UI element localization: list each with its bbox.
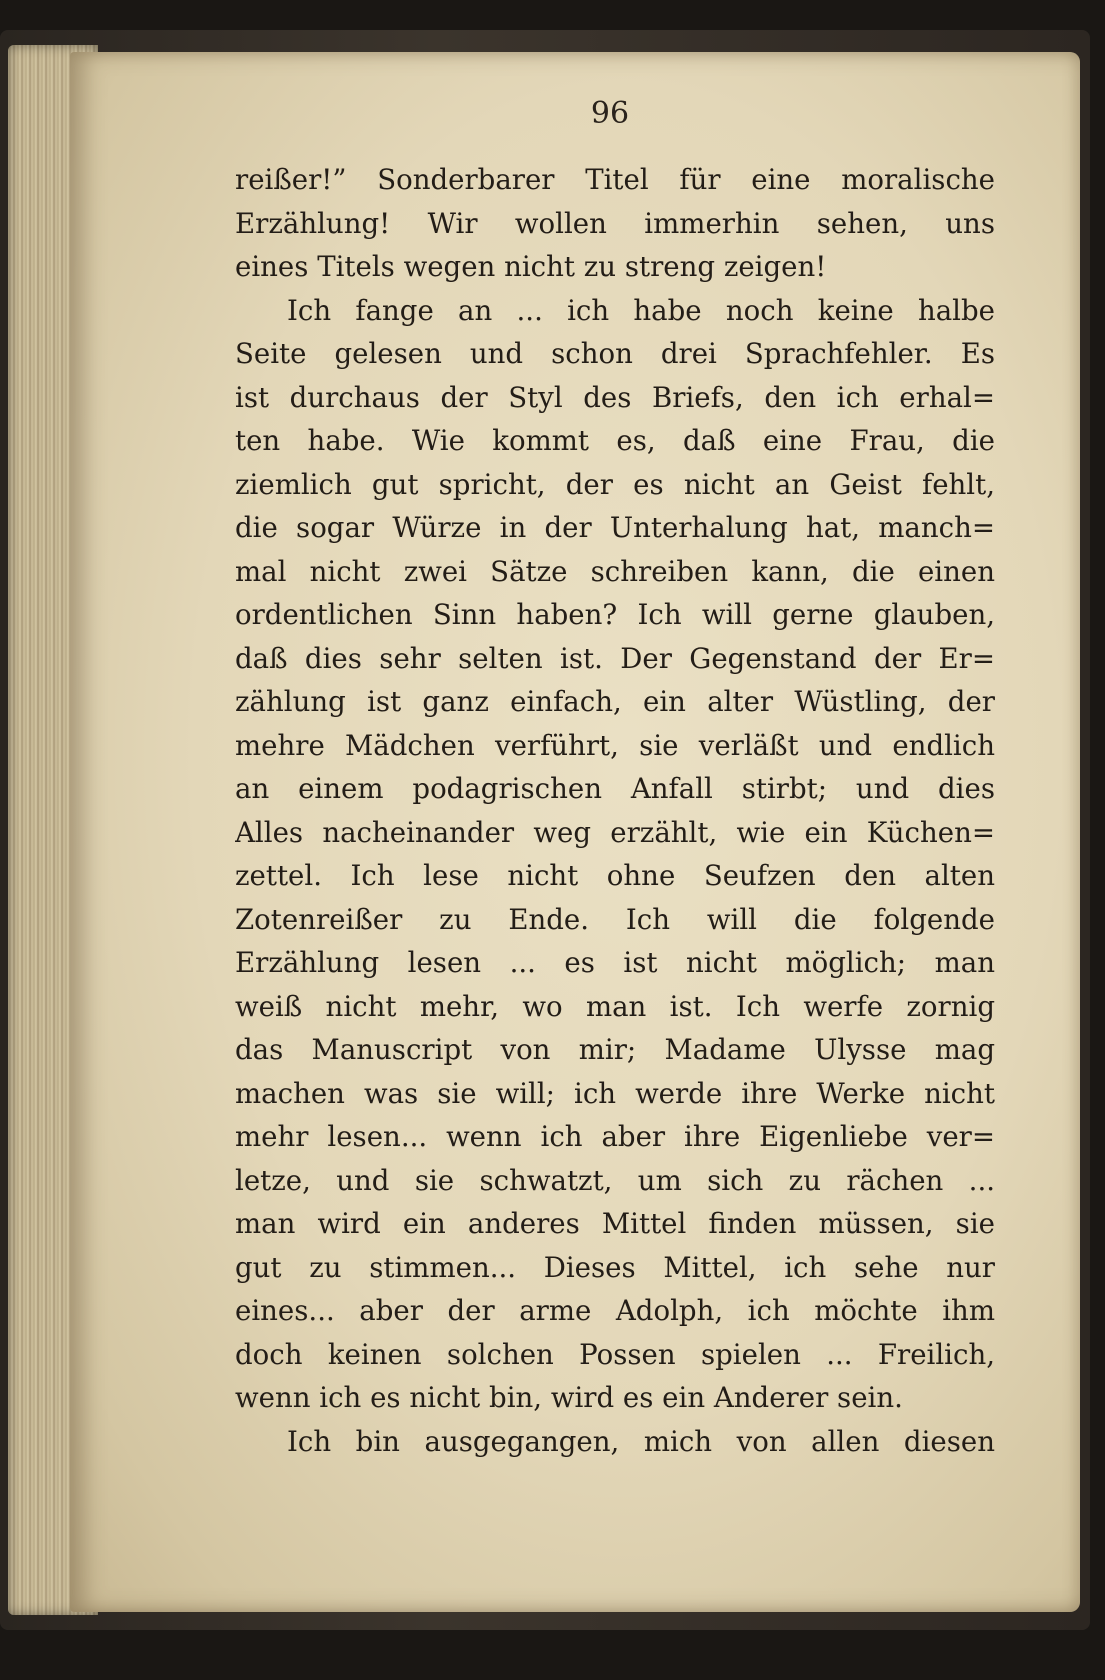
text-line: eines Titels wegen nicht zu streng zeigen! — [235, 250, 827, 283]
text-line: reißer!” Sonderbarer Titel für eine moralische — [235, 163, 995, 196]
text-line: ist durchaus der Styl des Briefs, den ich erhal= — [235, 380, 995, 414]
text-line: Seite gelesen und schon drei Sprachfehler. Es — [235, 337, 995, 370]
text-line: zettel. Ich lese nicht ohne Seufzen den alten — [235, 859, 995, 892]
text-line: das Manuscript von mir; Madame Ulysse mag — [235, 1033, 995, 1066]
text-line: weiß nicht mehr, wo man ist. Ich werfe zornig — [235, 989, 995, 1023]
text-line: Ich fange an ... ich habe noch keine halbe — [287, 293, 995, 327]
text-line: Ich bin ausgegangen, mich von allen diesen — [287, 1424, 995, 1458]
text-line: wenn ich es nicht bin, wird es ein Anderer sein. — [235, 1381, 903, 1414]
text-line: mehr lesen... wenn ich aber ihre Eigenliebe ver= — [235, 1120, 995, 1153]
text-line: letze, und sie schwatzt, um sich zu rächen ... — [235, 1163, 995, 1197]
text-line: ten habe. Wie kommt es, daß eine Frau, die — [235, 424, 995, 457]
text-line: eines... aber der arme Adolph, ich möchte ihm — [235, 1294, 995, 1327]
text-line: Zotenreißer zu Ende. Ich will die folgende — [235, 902, 995, 936]
text-line: man wird ein anderes Mittel finden müssen, sie — [235, 1207, 995, 1240]
text-line: mal nicht zwei Sätze schreiben kann, die einen — [235, 554, 995, 588]
text-line: an einem podagrischen Anfall stirbt; und dies — [235, 772, 995, 805]
text-line: ordentlichen Sinn haben? Ich will gerne glauben, — [235, 598, 995, 631]
text-line: Erzählung! Wir wollen immerhin sehen, uns — [235, 206, 995, 240]
text-line: ziemlich gut spricht, der es nicht an Geist fehlt, — [235, 467, 995, 501]
text-line: die sogar Würze in der Unterhalung hat, manch= — [235, 511, 995, 544]
text-line: doch keinen solchen Possen spielen ... Freilich, — [235, 1337, 995, 1371]
page-number: 96 — [590, 96, 630, 131]
text-line: Erzählung lesen ... es ist nicht möglich; man — [235, 946, 995, 979]
text-line: machen was sie will; ich werde ihre Werke nicht — [235, 1076, 995, 1110]
text-line: mehre Mädchen verführt, sie verläßt und endlich — [235, 728, 995, 762]
text-line: gut zu stimmen... Dieses Mittel, ich sehe nur — [235, 1250, 995, 1284]
text-line: Alles nacheinander weg erzählt, wie ein Küchen= — [235, 815, 995, 849]
page-text-block — [235, 158, 995, 1463]
text-line: daß dies sehr selten ist. Der Gegenstand der Er= — [235, 641, 995, 675]
text-line: zählung ist ganz einfach, ein alter Wüstling, der — [235, 685, 995, 718]
